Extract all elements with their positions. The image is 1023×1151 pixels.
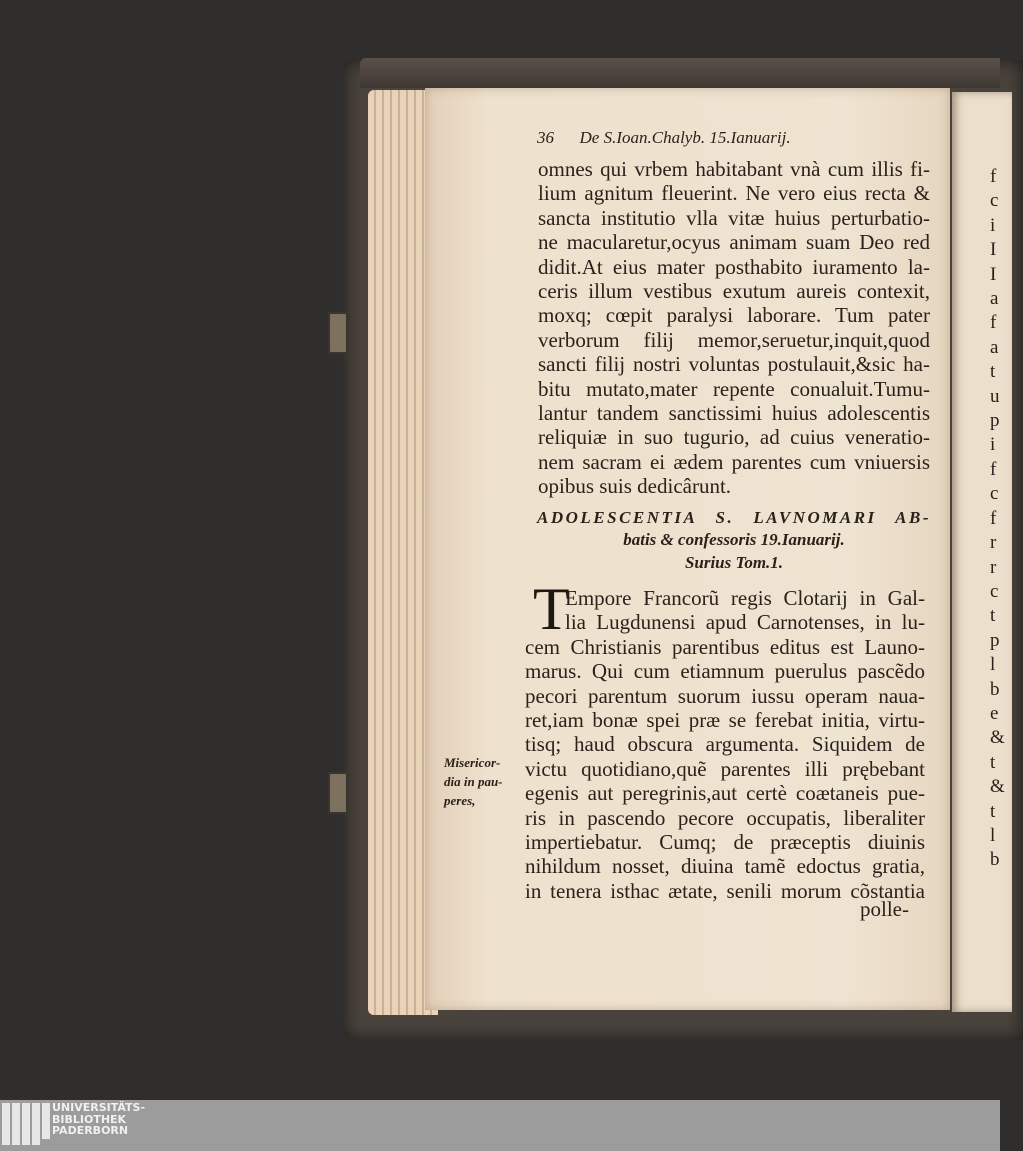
fragment-letter: r <box>990 556 997 578</box>
heading-line-3: Surius Tom.1. <box>684 553 784 572</box>
text-line: marus. Qui cum etiamnum puerulus pascẽdo <box>525 659 925 684</box>
margin-note <box>444 753 503 810</box>
text-line: sancti filij nostri voluntas postulauit,&sic ha- <box>538 352 930 377</box>
text-line: omnes qui vrbem habitabant vnà cum illis fi- <box>538 157 930 181</box>
text-line: cem Christianis parentibus editus est Launo- <box>525 634 925 659</box>
text-line: in tenera isthac ætate, senili morum cõstantia <box>525 878 925 903</box>
text-line: opibus suis dedicârunt. <box>538 474 732 499</box>
text-line: ret,iam bonæ spei præ se ferebat initia, virtu- <box>525 708 925 733</box>
fragment-letter: u <box>990 385 1000 407</box>
section-heading <box>537 508 931 574</box>
text-line: pecori parentum suorum iussu operam naua- <box>525 683 925 708</box>
text-line: sancta institutio vlla vitæ huius perturbatio- <box>538 205 930 230</box>
heading-line-1: ADOLESCENTIA S. LAVNOMARI AB- <box>537 508 931 527</box>
text-line: lia Lugdunensi apud Carnotenses, in lu- <box>565 610 925 635</box>
body-text-bottom <box>525 586 925 903</box>
fragment-letter: i <box>990 434 996 456</box>
text-line: nem sacram ei ædem parentes cum vniuersis <box>538 449 930 474</box>
clasp-top <box>328 312 348 354</box>
text-line: verborum filij memor,seruetur,inquit,quod <box>538 327 930 352</box>
fragment-letter: & <box>990 727 1005 749</box>
text-line: nihildum nosset, diuina tamẽ edoctus gratia, <box>525 854 925 879</box>
footer-bar <box>0 1100 1000 1151</box>
margin-note-line: dia in pau- <box>444 774 503 789</box>
book-cover-top <box>360 58 1000 88</box>
heading-line-2: batis & confessoris 19.Ianuarij. <box>623 530 845 549</box>
margin-note-line: peres, <box>444 793 476 808</box>
page-number: 36 <box>537 128 554 147</box>
logo-line: PADERBORN <box>52 1124 129 1137</box>
logo-line: UNIVERSITÄTS- <box>52 1101 146 1114</box>
fragment-letter: c <box>990 483 999 505</box>
clasp-bottom <box>328 772 348 814</box>
margin-note-line: Misericor- <box>444 755 501 770</box>
text-line: moxq; cœpit paralysi laborare. Tum pater <box>538 303 930 328</box>
logo-line: BIBLIOTHEK <box>52 1112 127 1126</box>
fragment-letter: i <box>990 214 996 236</box>
fragment-letter: & <box>990 776 1005 798</box>
text-line: egenis aut peregrinis,aut certè coætaneis pue- <box>525 781 925 806</box>
text-line: impertiebatur. Cumq; de præceptis diuinis <box>525 830 925 855</box>
fragment-letter: a <box>990 288 999 310</box>
fragment-letter: f <box>990 458 997 480</box>
fragment-letter: a <box>990 336 999 358</box>
fragment-letter: p <box>990 410 1000 432</box>
fragment-letter: l <box>990 824 996 846</box>
fragment-letter: r <box>990 532 997 554</box>
catchword: polle- <box>860 897 909 921</box>
fragment-letter: p <box>990 629 1000 651</box>
text-line: ne macularetur,ocyus animam suam Deo red <box>538 230 930 255</box>
body-text-top <box>538 157 930 499</box>
text-line: didit.At eius mater posthabito iuramento la- <box>538 254 930 279</box>
fragment-letter: l <box>990 654 996 676</box>
next-page-fragments <box>990 165 1010 873</box>
text-line: bitu mutato,mater repente conualuit.Tumu- <box>538 376 930 401</box>
text-line: victu quotidiano,quẽ parentes illi prębebant <box>525 756 925 781</box>
fragment-letter: f <box>990 166 997 187</box>
text-line: tisq; haud obscura argumenta. Siquidem de <box>525 732 925 757</box>
fragment-letter: c <box>990 580 999 602</box>
text-line: ris in pascendo pecore occupatis, liberaliter <box>525 805 925 830</box>
text-line: lium agnitum fleuerint. Ne vero eius recta & <box>538 181 930 206</box>
drop-cap: T <box>533 576 570 642</box>
text-line: lantur tandem sanctissimi huius adolescentis <box>538 401 930 426</box>
running-head <box>537 128 791 148</box>
text-line: Empore Francorũ regis Clotarij in Gal- <box>565 586 925 610</box>
fragment-letter: t <box>990 605 996 627</box>
library-logo-text <box>52 1102 145 1137</box>
fragment-letter: f <box>990 312 997 334</box>
fragment-letter: c <box>990 190 999 212</box>
fragment-letter: I <box>990 239 997 261</box>
text-line: reliquiæ in suo tugurio, ad cuius veneratio- <box>538 425 930 450</box>
fragment-letter: f <box>990 507 997 529</box>
text-line: ceris illum vestibus exutum aureis contexit, <box>538 279 930 304</box>
fragment-letter: I <box>990 263 997 285</box>
fragment-letter: b <box>990 678 1000 700</box>
fragment-letter: e <box>990 702 999 724</box>
fragment-letter: b <box>990 849 1000 871</box>
running-title: De S.Ioan.Chalyb. 15.Ianuarij. <box>579 128 791 147</box>
fragment-letter: t <box>990 751 996 773</box>
fragment-letter: t <box>990 361 996 383</box>
fragment-letter: t <box>990 800 996 822</box>
